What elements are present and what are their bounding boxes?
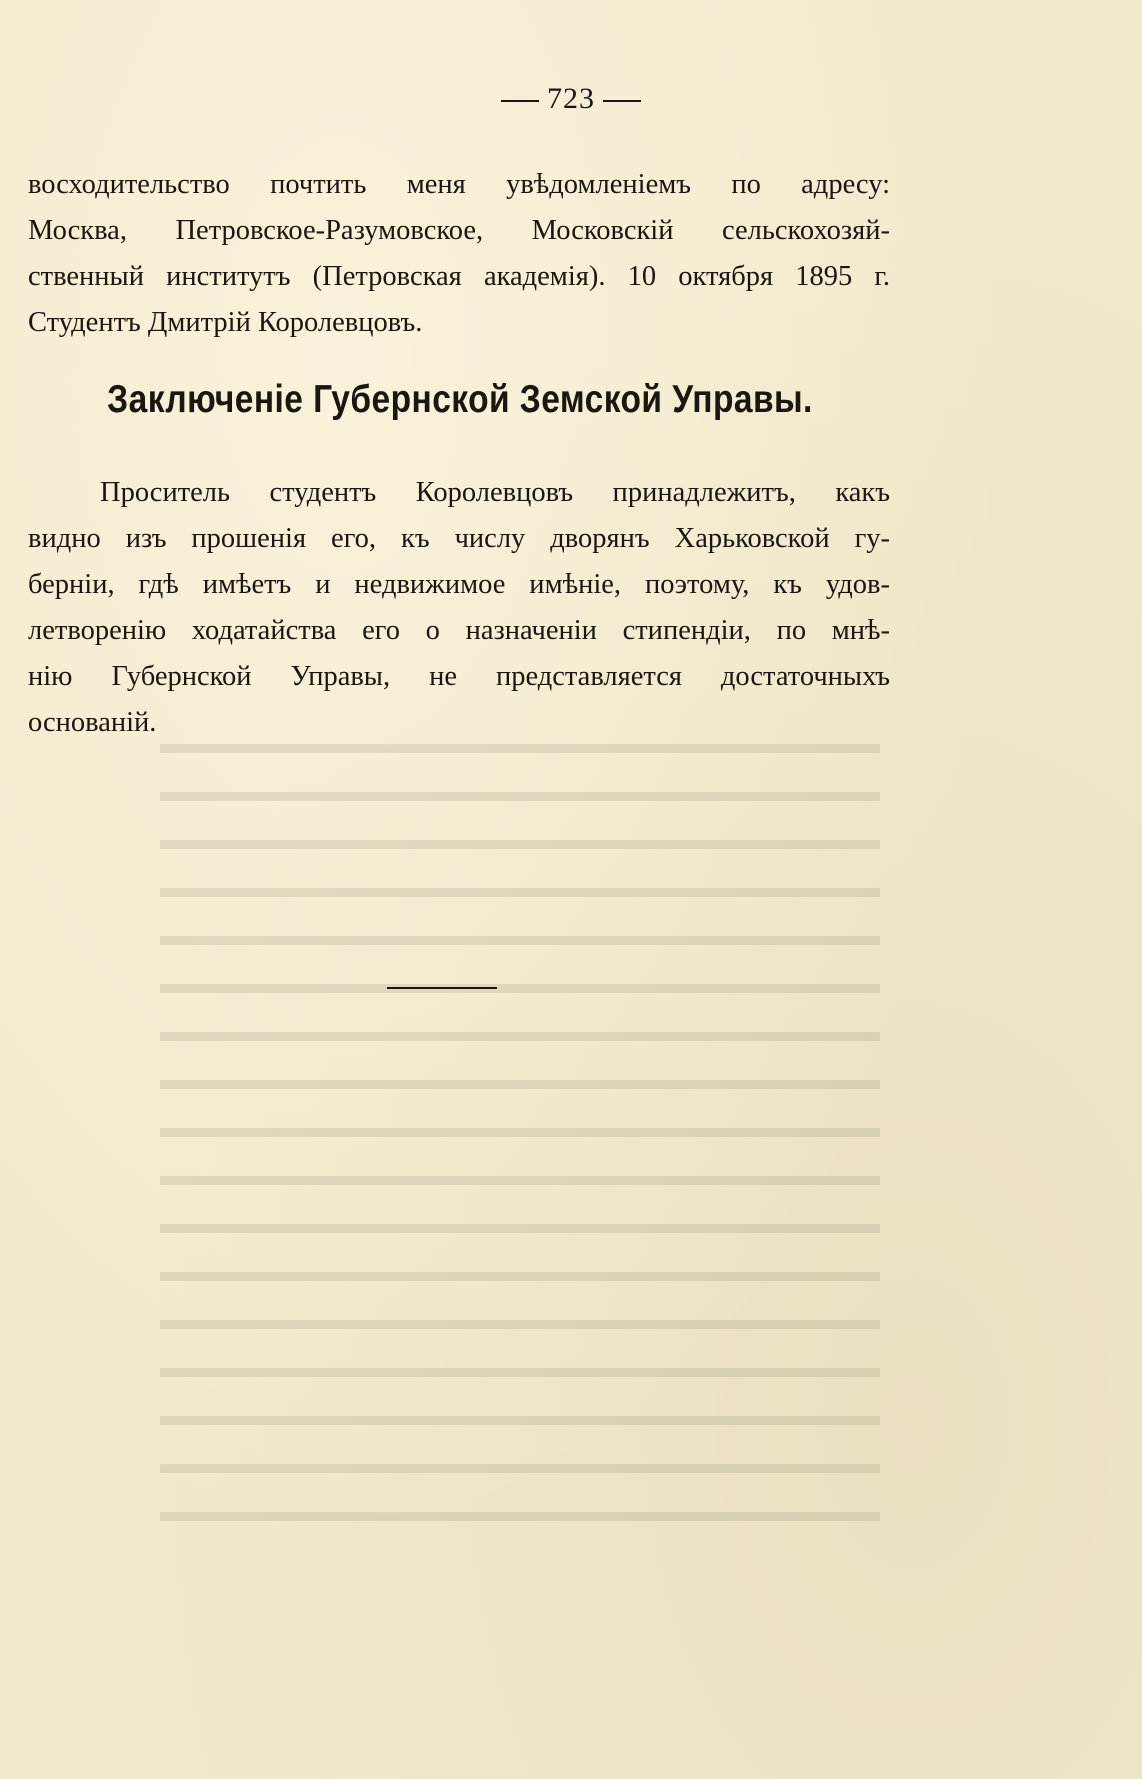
- text-line: Москва, Петровское-Разумовское, Московскій сельскохозяй-: [28, 215, 890, 246]
- section-heading: Заключеніе Губернской Земской Управы.: [107, 378, 813, 421]
- page-number-dash-right: [603, 100, 641, 102]
- page-number-dash-left: [501, 100, 539, 102]
- text-line: берніи, гдѣ имѣетъ и недвижимое имѣніе, поэтому, къ удов-: [28, 569, 890, 600]
- text-line: видно изъ прошенія его, къ числу дворянъ Харьковской гу-: [28, 523, 890, 554]
- text-line: ственный институтъ (Петровская академія). 10 октября 1895 г.: [28, 261, 890, 292]
- text-line: нію Губернской Управы, не представляется достаточныхъ: [28, 661, 890, 692]
- page-number-text: 723: [547, 82, 595, 115]
- text-line: Студентъ Дмитрій Королевцовъ.: [28, 307, 423, 338]
- text-line: летворенію ходатайства его о назначеніи стипендіи, по мнѣ-: [28, 615, 890, 646]
- text-line: Проситель студентъ Королевцовъ принадлежитъ, какъ: [100, 477, 890, 508]
- page-number: [0, 82, 1142, 116]
- text-line: восходительство почтить меня увѣдомленіемъ по адресу:: [28, 169, 890, 200]
- text-line: основаній.: [28, 707, 157, 738]
- conclusion-paragraph: [28, 470, 890, 746]
- letter-closing-paragraph: [28, 162, 890, 346]
- section-end-rule: [387, 987, 497, 989]
- bleed-through-texture: ▬▬▬▬▬▬▬▬▬▬▬▬▬▬▬▬▬▬▬▬▬▬▬▬ ▬▬▬▬▬▬▬▬▬▬▬▬▬▬▬▬▬▬▬▬▬▬▬▬ ▬▬▬▬▬▬▬▬▬▬▬▬▬▬▬▬▬▬▬▬▬▬▬▬ ▬▬▬▬▬▬▬▬▬▬▬▬▬▬▬▬▬▬▬▬▬▬▬▬ ▬▬▬▬▬▬▬▬▬▬▬▬▬▬▬▬▬▬▬▬▬▬▬▬ ▬▬▬▬▬▬▬▬▬▬▬▬▬▬▬▬▬▬▬▬▬▬▬▬ ▬▬▬▬▬▬▬▬▬▬▬▬▬▬▬▬▬▬▬▬▬▬▬▬ ▬▬▬▬▬▬▬▬▬▬▬▬▬▬▬▬▬▬▬▬▬▬▬▬ ▬▬▬▬▬▬▬▬▬▬▬▬▬▬▬▬▬▬▬▬▬▬▬▬ ▬▬▬▬▬▬▬▬▬▬▬▬▬▬▬▬▬▬▬▬▬▬▬▬ ▬▬▬▬▬▬▬▬▬▬▬▬▬▬▬▬▬▬▬▬▬▬▬▬ ▬▬▬▬▬▬▬▬▬▬▬▬▬▬▬▬▬▬▬▬▬▬▬▬ ▬▬▬▬▬▬▬▬▬▬▬▬▬▬▬▬▬▬▬▬▬▬▬▬ ▬▬▬▬▬▬▬▬▬▬▬▬▬▬▬▬▬▬▬▬▬▬▬▬ ▬▬▬▬▬▬▬▬▬▬▬▬▬▬▬▬▬▬▬▬▬▬▬▬ ▬▬▬▬▬▬▬▬▬▬▬▬▬▬▬▬▬▬▬▬▬▬▬▬ ▬▬▬▬▬▬▬▬▬▬▬▬▬▬▬▬▬▬▬▬▬▬▬▬: [160, 727, 880, 1528]
